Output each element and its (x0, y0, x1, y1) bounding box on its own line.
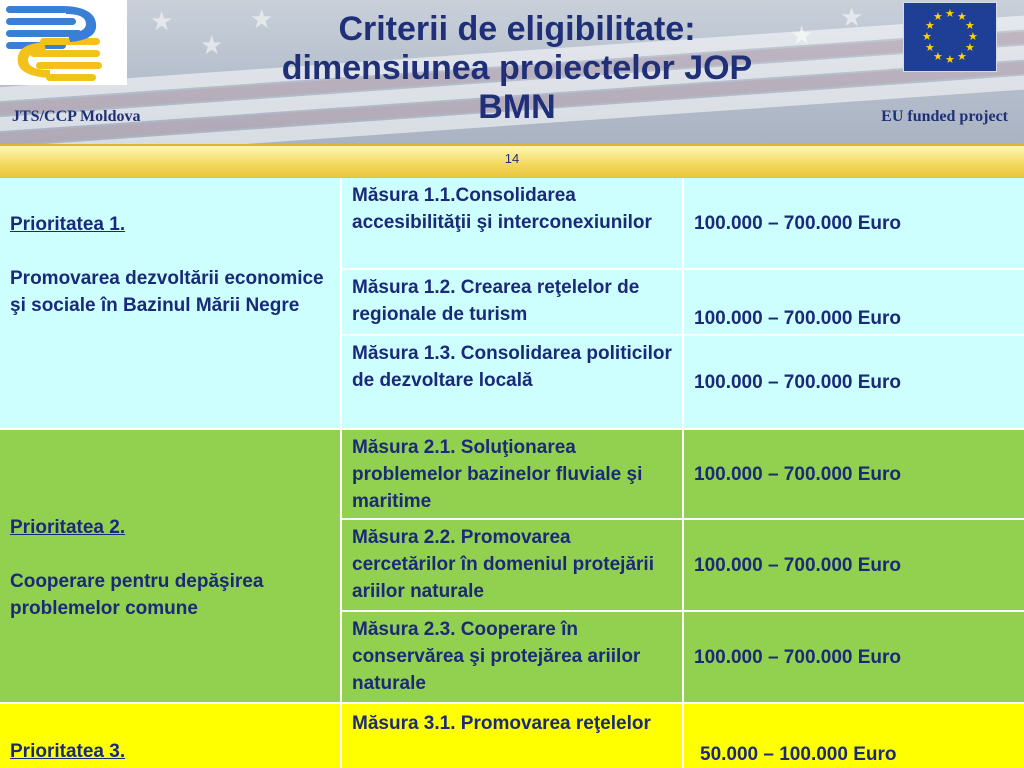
star-icon: ★ (840, 2, 864, 32)
budget-cell (684, 270, 1024, 334)
budget-value: 100.000 – 700.000 Euro (694, 371, 902, 393)
budget-cell (684, 612, 1024, 702)
budget-cell (684, 704, 1024, 768)
measure-cell (342, 704, 682, 768)
priority-cell (0, 178, 340, 428)
budget-value: 100.000 – 700.000 Euro (694, 463, 902, 485)
measure-cell (342, 520, 682, 610)
funding-label: EU funded project (881, 108, 1008, 125)
priority-title: Prioritatea 1. (10, 214, 126, 235)
star-icon: ★ (200, 30, 224, 60)
measure-name: Măsura 1.1.Consolidarea accesibilităţii şi interconexiunilor (352, 185, 652, 233)
priority-cell (0, 430, 340, 702)
organization-label: JTS/CCP Moldova (12, 108, 141, 125)
measure-name: Măsura 2.1. Soluţionarea problemelor bazinelor fluviale şi maritime (352, 437, 643, 512)
star-icon: ★ (250, 4, 274, 34)
budget-cell (684, 178, 1024, 268)
slide-header (0, 0, 1024, 144)
priority-title: Prioritatea 2. (10, 517, 126, 538)
measure-name: Măsura 2.3. Cooperare în conservărea şi protejărea ariilor naturale (352, 619, 641, 694)
budget-value: 50.000 – 100.000 Euro (700, 744, 897, 765)
priority-description: Promovarea dezvoltării economice şi sociale în Bazinul Mării Negre (10, 268, 324, 316)
measure-name: Măsura 3.1. Promovarea reţelelor (352, 713, 651, 734)
star-icon: ★ (790, 20, 814, 50)
measure-cell (342, 612, 682, 702)
slide-title: Criterii de eligibilitate: dimensiunea proiectelor JOP BMN (281, 10, 753, 126)
joined-hands-logo-icon (0, 0, 127, 85)
eu-flag-icon: ★ ★ ★ ★ ★ ★ ★ ★ ★ ★ ★ ★ (903, 2, 997, 72)
page-number-bar (0, 144, 1024, 178)
page-number: 14 (504, 151, 520, 166)
measure-name: Măsura 1.2. Crearea reţelelor de regionale de turism (352, 277, 640, 325)
priority-cell (0, 704, 340, 768)
star-icon: ★ (150, 6, 174, 36)
measure-cell (342, 430, 682, 518)
measure-cell (342, 270, 682, 334)
budget-cell (684, 520, 1024, 610)
measure-cell (342, 336, 682, 428)
budget-value: 100.000 – 700.000 Euro (694, 212, 902, 234)
budget-value: 100.000 – 700.000 Euro (694, 308, 902, 329)
budget-cell (684, 430, 1024, 518)
budget-value: 100.000 – 700.000 Euro (694, 554, 902, 576)
priority-description: Cooperare pentru depăşirea problemelor comune (10, 571, 264, 619)
measure-name: Măsura 2.2. Promovarea cercetărilor în domeniul protejării ariilor naturale (352, 527, 654, 602)
budget-value: 100.000 – 700.000 Euro (694, 646, 902, 668)
budget-cell (684, 336, 1024, 428)
measure-cell (342, 178, 682, 268)
measure-name: Măsura 1.3. Consolidarea politicilor de dezvoltare locală (352, 343, 672, 391)
priority-title: Prioritatea 3. (10, 741, 126, 762)
